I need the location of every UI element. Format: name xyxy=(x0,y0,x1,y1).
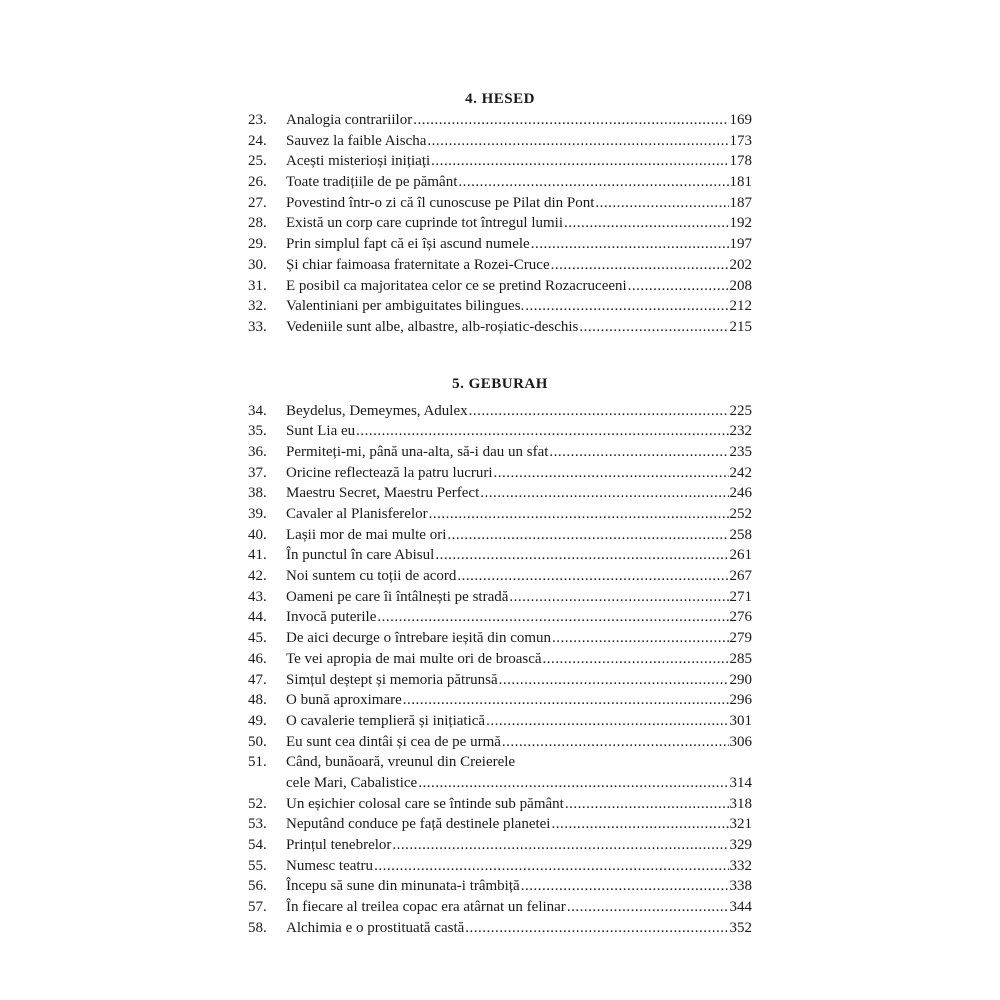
dot-leader xyxy=(447,525,728,546)
toc-entry[interactable] xyxy=(248,131,752,152)
entry-page: 232 xyxy=(729,423,752,440)
entry-number: 35. xyxy=(248,423,267,440)
entry-title-continued: cele Mari, Cabalistice xyxy=(286,774,418,791)
entry-number: 50. xyxy=(248,733,267,750)
entry-number: 48. xyxy=(248,692,267,709)
toc-entry[interactable] xyxy=(248,545,752,566)
dot-leader xyxy=(551,814,728,835)
toc-list-hesed xyxy=(248,110,752,338)
toc-entry[interactable] xyxy=(248,525,752,546)
toc-entry[interactable] xyxy=(248,566,752,587)
dot-leader xyxy=(418,773,728,794)
entry-number: 46. xyxy=(248,650,267,667)
entry-number: 58. xyxy=(248,919,267,936)
entry-page: 332 xyxy=(729,857,752,874)
dot-leader xyxy=(543,649,729,670)
dot-leader xyxy=(429,504,729,525)
entry-page: 258 xyxy=(729,526,752,543)
dot-leader xyxy=(480,483,728,504)
toc-entry[interactable] xyxy=(248,172,752,193)
toc-entry[interactable] xyxy=(248,483,752,504)
entry-number: 44. xyxy=(248,609,267,626)
dot-leader xyxy=(413,110,728,131)
entry-title: Permiteți-mi, până una-alta, să-i dau un sfat xyxy=(286,443,549,460)
entry-number: 54. xyxy=(248,837,267,853)
dot-leader xyxy=(499,670,729,691)
toc-entry[interactable] xyxy=(248,628,752,649)
toc-entry[interactable] xyxy=(248,794,752,815)
entry-page: 276 xyxy=(729,609,752,626)
entry-number: 52. xyxy=(248,795,267,812)
toc-entry[interactable] xyxy=(248,504,752,525)
dot-leader xyxy=(392,835,728,856)
dot-leader xyxy=(374,856,728,877)
entry-page: 318 xyxy=(729,795,752,812)
toc-entry[interactable] xyxy=(248,670,752,691)
entry-number: 43. xyxy=(248,588,267,605)
toc-entry[interactable] xyxy=(248,401,752,422)
toc-entry[interactable] xyxy=(248,463,752,484)
entry-title: Când, bunăoară, vreunul din Creierele xyxy=(286,754,516,771)
entry-page: 296 xyxy=(729,692,752,709)
entry-number: 41. xyxy=(248,547,267,564)
entry-number: 57. xyxy=(248,899,267,916)
toc-entry[interactable] xyxy=(248,255,752,276)
entry-number: 38. xyxy=(248,485,267,502)
entry-title: Eu sunt cea dintâi și cea de pe urmă xyxy=(286,733,501,750)
entry-number: 37. xyxy=(248,464,267,481)
entry-page: 215 xyxy=(729,318,752,335)
dot-leader xyxy=(458,172,728,193)
entry-title: Lașii mor de mai multe ori xyxy=(286,526,447,543)
section-title-hesed: 4. HESED xyxy=(465,91,535,107)
entry-number: 33. xyxy=(248,318,267,335)
entry-title: Acești misterioși inițiați xyxy=(286,153,431,170)
entry-number: 40. xyxy=(248,526,267,543)
entry-page: 321 xyxy=(729,816,752,833)
entry-page: 212 xyxy=(729,298,752,315)
entry-title: De aici decurge o întrebare ieșită din comun xyxy=(286,630,552,647)
entry-number: 51. xyxy=(248,754,267,771)
entry-number: 23. xyxy=(248,112,267,128)
toc-list-geburah xyxy=(248,401,752,939)
dot-leader xyxy=(628,276,729,297)
toc-entry[interactable] xyxy=(248,296,752,317)
entry-title: Vedeniile sunt albe, albastre, alb-roșiatic-deschis xyxy=(286,318,579,335)
toc-entry[interactable] xyxy=(248,276,752,297)
dot-leader xyxy=(435,545,728,566)
entry-page: 173 xyxy=(729,132,752,149)
entry-page: 178 xyxy=(729,153,752,170)
entry-number: 36. xyxy=(248,443,267,460)
entry-title: E posibil ca majoritatea celor ce se pretind Rozacruceeni xyxy=(286,277,627,294)
toc-entry[interactable] xyxy=(248,442,752,463)
toc-entry[interactable] xyxy=(248,918,752,939)
entry-page: 279 xyxy=(729,630,752,647)
entry-title: Sauvez la faible Aischa xyxy=(286,132,427,149)
toc-entry[interactable] xyxy=(248,234,752,255)
entry-title: Sunt Lia eu xyxy=(286,423,356,440)
entry-title: Există un corp care cuprinde tot întregul lumii xyxy=(286,215,564,232)
dot-leader xyxy=(469,401,729,422)
toc-entry[interactable] xyxy=(248,897,752,918)
section-spacer xyxy=(248,338,752,373)
entry-title: În fiecare al treilea copac era atârnat un felinar xyxy=(286,899,566,916)
toc-entry[interactable] xyxy=(248,421,752,442)
entry-page: 338 xyxy=(729,878,752,895)
entry-title: Prințul tenebrelor xyxy=(286,837,392,853)
entry-page: 235 xyxy=(729,443,752,460)
toc-entry-line-1[interactable] xyxy=(248,752,752,773)
entry-title: Toate tradițiile de pe pământ xyxy=(286,174,458,191)
entry-number: 39. xyxy=(248,506,267,522)
entry-title: Un eșichier colosal care se întinde sub pământ xyxy=(286,795,564,812)
dot-leader xyxy=(486,711,728,732)
entry-number: 47. xyxy=(248,671,267,688)
entry-title: Povestind într-o zi că îl cunoscuse pe Pilat din Pont xyxy=(286,194,595,211)
entry-title: Oameni pe care îi întâlnești pe stradă xyxy=(286,588,509,605)
entry-title: O cavalerie templieră și inițiatică xyxy=(286,712,486,729)
entry-title: Numesc teatru xyxy=(286,857,374,874)
entry-page: 344 xyxy=(729,899,752,916)
dot-leader xyxy=(377,607,728,628)
entry-number: 26. xyxy=(248,174,267,191)
dot-leader xyxy=(502,732,729,753)
entry-number: 24. xyxy=(248,132,267,149)
entry-number: 27. xyxy=(248,194,267,211)
entry-page: 252 xyxy=(729,506,752,522)
entry-page: 352 xyxy=(729,919,752,936)
entry-title: Analogia contrariilor xyxy=(286,112,413,128)
dot-leader xyxy=(595,193,728,214)
entry-number: 25. xyxy=(248,153,267,170)
dot-leader xyxy=(465,918,728,939)
entry-page: 301 xyxy=(729,712,752,729)
entry-page: 290 xyxy=(729,671,752,688)
entry-page: 242 xyxy=(729,464,752,481)
entry-title: Noi suntem cu toții de acord xyxy=(286,568,457,585)
toc-entry[interactable] xyxy=(248,213,752,234)
toc-entry[interactable] xyxy=(248,711,752,732)
entry-page: 271 xyxy=(729,588,752,605)
toc-entry[interactable] xyxy=(248,690,752,711)
entry-title: Cavaler al Planisferelor xyxy=(286,506,428,522)
toc-entry[interactable] xyxy=(248,876,752,897)
dot-leader xyxy=(551,255,729,276)
entry-number: 45. xyxy=(248,630,267,647)
entry-title: Simțul deștept și memoria pătrunsă xyxy=(286,671,498,688)
toc-entry[interactable] xyxy=(248,732,752,753)
dot-leader xyxy=(531,234,729,255)
toc-entry[interactable] xyxy=(248,856,752,877)
entry-page: 187 xyxy=(729,194,752,211)
toc-entry[interactable] xyxy=(248,814,752,835)
entry-page: 202 xyxy=(729,256,752,273)
toc-entry[interactable] xyxy=(248,193,752,214)
entry-title: Alchimia e o prostituată castă xyxy=(286,919,465,936)
dot-leader xyxy=(579,317,728,338)
toc-entry[interactable] xyxy=(248,151,752,172)
toc-entry[interactable] xyxy=(248,110,752,131)
dot-leader xyxy=(427,131,728,152)
dot-leader xyxy=(356,421,728,442)
entry-title: Oricine reflectează la patru lucruri xyxy=(286,464,493,481)
entry-page: 267 xyxy=(729,568,752,585)
toc-entry-line-2[interactable] xyxy=(248,773,752,794)
entry-number: 31. xyxy=(248,277,267,294)
entry-number: 30. xyxy=(248,256,267,273)
entry-page: 208 xyxy=(729,277,752,294)
entry-title: Neputând conduce pe față destinele planetei xyxy=(286,816,551,833)
entry-number: 32. xyxy=(248,298,267,315)
entry-title: Maestru Secret, Maestru Perfect xyxy=(286,485,480,502)
toc-entry[interactable] xyxy=(248,587,752,608)
entry-page: 181 xyxy=(729,174,752,191)
entry-number: 42. xyxy=(248,568,267,585)
entry-page: 261 xyxy=(729,547,752,564)
entry-title: Valentiniani per ambiguitates bilingues. xyxy=(286,298,525,315)
entry-page: 314 xyxy=(729,774,752,791)
dot-leader xyxy=(457,566,728,587)
dot-leader xyxy=(403,690,729,711)
toc-entry[interactable] xyxy=(248,317,752,338)
toc-entry[interactable] xyxy=(248,649,752,670)
dot-leader xyxy=(552,628,728,649)
dot-leader xyxy=(431,151,728,172)
entry-number: 28. xyxy=(248,215,267,232)
entry-page: 246 xyxy=(729,485,752,502)
entry-page: 285 xyxy=(729,650,752,667)
entry-title: Prin simplul fapt că ei își ascund numele xyxy=(286,236,530,253)
entry-page: 169 xyxy=(729,112,752,128)
dot-leader xyxy=(521,876,729,897)
entry-title: Te vei apropia de mai multe ori de broască xyxy=(286,650,542,667)
entry-title: Începu să sune din minunata-i trâmbiță xyxy=(286,878,520,895)
entry-page: 225 xyxy=(729,402,752,419)
entry-title: O bună aproximare xyxy=(286,692,402,709)
dot-leader xyxy=(509,587,728,608)
entry-number: 49. xyxy=(248,712,267,729)
entry-page: 197 xyxy=(729,236,752,253)
dot-leader xyxy=(567,897,729,918)
entry-number: 29. xyxy=(248,236,267,253)
entry-number: 55. xyxy=(248,857,267,874)
dot-leader xyxy=(525,296,728,317)
entry-title: Și chiar faimoasa fraternitate a Rozei-Cruce xyxy=(286,256,550,273)
entry-title: În punctul în care Abisul xyxy=(286,547,435,564)
dot-leader xyxy=(494,463,729,484)
table-of-contents xyxy=(248,88,752,938)
entry-number: 56. xyxy=(248,878,267,895)
entry-number: 34. xyxy=(248,402,267,419)
entry-page: 329 xyxy=(729,837,752,853)
dot-leader xyxy=(549,442,728,463)
section-title-geburah: 5. GEBURAH xyxy=(452,375,548,392)
dot-leader xyxy=(564,213,728,234)
dot-leader xyxy=(565,794,729,815)
entry-title: Beydelus, Demeymes, Adulex xyxy=(286,402,468,419)
entry-number: 53. xyxy=(248,816,267,833)
entry-title: Invocă puterile xyxy=(286,609,377,626)
toc-entry[interactable] xyxy=(248,607,752,628)
entry-page: 192 xyxy=(729,215,752,232)
toc-entry[interactable] xyxy=(248,835,752,856)
entry-page: 306 xyxy=(729,733,752,750)
